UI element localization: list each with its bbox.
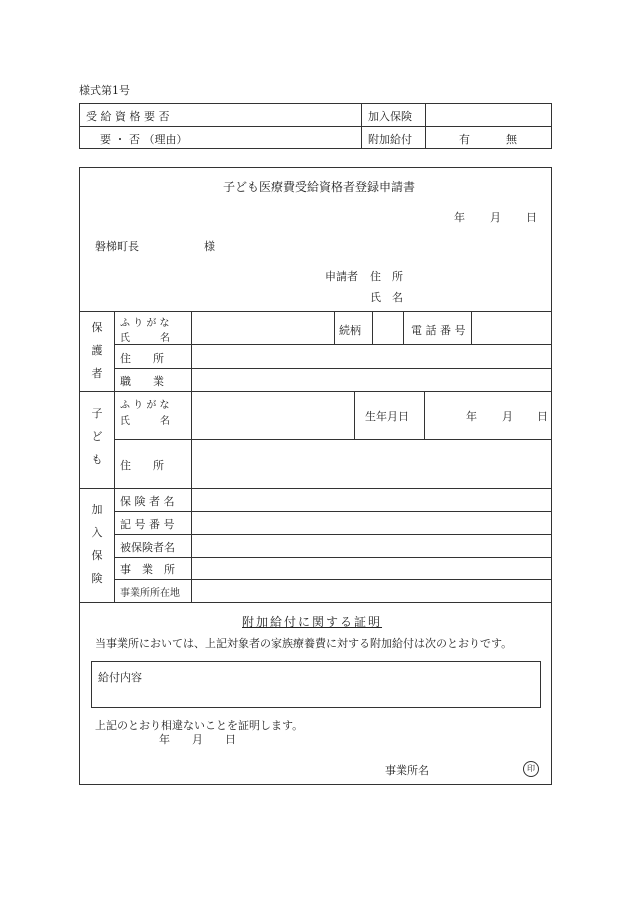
office-address-field[interactable]: [195, 582, 549, 600]
symbol-number-label: 記 号 番 号: [120, 518, 175, 531]
eligibility-label: 受 給 資 格 要 否: [86, 110, 170, 123]
child-name-label: 氏 名: [120, 416, 170, 427]
insurance-field[interactable]: [435, 108, 547, 122]
office-address-label: 事業所所在地: [120, 588, 180, 599]
supplementary-label: 附加給付: [368, 133, 412, 146]
child-address-label: 住 所: [120, 459, 164, 472]
symbol-number-field[interactable]: [195, 514, 549, 532]
guardian-occupation-label: 職 業: [120, 375, 164, 388]
guardian-address-label: 住 所: [120, 352, 164, 365]
insurer-name-label: 保 険 者 名: [120, 495, 175, 508]
guardian-furigana-label: ふ り が な: [120, 318, 170, 329]
honorific: 様: [204, 240, 215, 253]
cert-year: 年: [159, 733, 170, 746]
certificate-statement: 当事業所においては、上記対象者の家族療養費に対する附加給付は次のとおりです。: [95, 637, 513, 650]
option-no[interactable]: 無: [506, 133, 517, 146]
benefit-content-box[interactable]: [91, 661, 541, 708]
applicant-name-label: 氏 名: [370, 291, 403, 304]
guardian-occupation-field[interactable]: [195, 371, 549, 389]
child-birthdate-label: 生年月日: [365, 410, 409, 423]
guardian-name-label: 氏 名: [120, 333, 170, 344]
insured-name-field[interactable]: [195, 537, 549, 555]
office-field[interactable]: [195, 559, 549, 577]
child-name-field[interactable]: [195, 394, 352, 437]
child-birth-month: 月: [502, 410, 513, 423]
guardian-phone-field[interactable]: [474, 314, 549, 342]
child-furigana-label: ふ り が な: [120, 400, 170, 411]
child-birth-year: 年: [466, 410, 477, 423]
application-form: [79, 167, 552, 785]
guardian-section-label: 保 護 者: [91, 321, 103, 380]
child-address-field[interactable]: [195, 442, 549, 486]
office-label: 事 業 所: [120, 563, 175, 576]
insurance-section-label: 加 入 保 険: [91, 503, 103, 585]
date-day: 日: [526, 211, 537, 224]
certify-text: 上記のとおり相違ないことを証明します。: [95, 719, 304, 732]
child-section-label: 子 ど も: [91, 407, 103, 466]
guardian-relationship-label: 続柄: [339, 324, 361, 337]
certificate-title: 附加給付に関する証明: [242, 615, 383, 629]
child-birth-day: 日: [537, 410, 548, 423]
cert-month: 月: [192, 733, 203, 746]
form-title: 子ども医療費受給資格者登録申請書: [223, 180, 416, 194]
insurer-name-field[interactable]: [195, 491, 549, 509]
form-number: 様式第1号: [79, 84, 130, 97]
date-year: 年: [454, 211, 465, 224]
eligibility-table: [79, 103, 552, 149]
date-month: 月: [490, 211, 501, 224]
guardian-phone-label: 電 話 番 号: [411, 324, 466, 337]
guardian-relationship-field[interactable]: [374, 314, 401, 342]
applicant-label: 申請者: [325, 270, 358, 283]
addressee: 磐梯町長: [95, 240, 139, 253]
benefit-content-label: 給付内容: [98, 671, 142, 684]
guardian-name-field[interactable]: [195, 314, 332, 342]
cert-day: 日: [225, 733, 236, 746]
office-name-label: 事業所名: [385, 764, 429, 777]
seal-mark: 印: [523, 761, 539, 777]
yes-no-reason-label: 要 ・ 否 （理由）: [100, 133, 188, 146]
guardian-address-field[interactable]: [195, 347, 549, 366]
insurance-label: 加入保険: [368, 110, 412, 123]
insured-name-label: 被保険者名: [120, 541, 175, 554]
applicant-address-label: 住 所: [370, 270, 403, 283]
option-yes[interactable]: 有: [459, 133, 470, 146]
